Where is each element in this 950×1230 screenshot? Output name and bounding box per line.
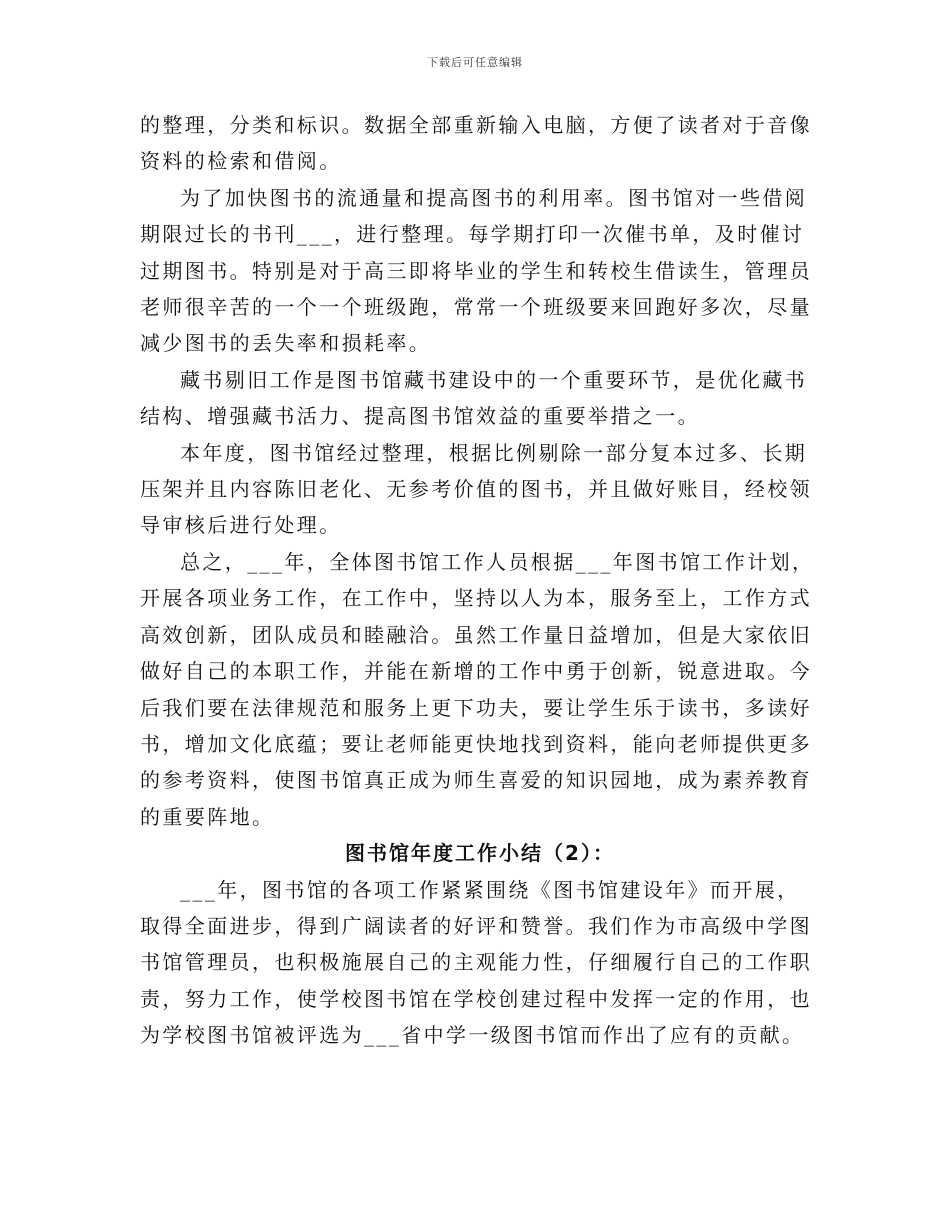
paragraph-continued: 的整理，分类和标识。数据全部重新输入电脑，方便了读者对于音像资料的检索和借阅。 — [140, 113, 812, 174]
document-body — [140, 107, 820, 1054]
paragraph-annual-processing: 本年度，图书馆经过整理，根据比例剔除一部分复本过多、长期压架并且内容陈旧老化、无参考价值的图书，并且做好账目，经校领导审核后进行处理。 — [140, 440, 812, 538]
paragraph-weeding: 藏书剔旧工作是图书馆藏书建设中的一个重要环节，是优化藏书结构、增强藏书活力、提高图书馆效益的重要举措之一。 — [140, 367, 808, 429]
section-heading: 图书馆年度工作小结（2）： — [345, 841, 615, 866]
paragraph-section2: ___年，图书馆的各项工作紧紧围绕《图书馆建设年》而开展，取得全面进步，得到广阔读者的好评和赞誉。我们作为市高级中学图书馆管理员，也积极施展自己的主观能力性，仔细履行自己的工作职责，努力工作，使学校图书馆在学校创建过程中发挥一定的作用，也为学校图书馆被评选为___省中学一级图书馆而作出了应有的贡献。 — [140, 877, 812, 1048]
paragraph-summary: 总之，___年，全体图书馆工作人员根据___年图书馆工作计划，开展各项业务工作，在工作中，坚持以人为本，服务至上，工作方式高效创新，团队成员和睦融洽。虽然工作量日益增加，但是大家依旧做好自己的本职工作，并能在新增的工作中勇于创新，锐意进取。今后我们要在法律规范和服务上更下功夫，要让学生乐于读书，多读好书，增加文化底蕴；要让老师能更快地找到资料，能向老师提供更多的参考资料，使图书馆真正成为师生喜爱的知识园地，成为素养教育的重要阵地。 — [140, 549, 815, 829]
page-header-note: 下载后可任意编辑 — [427, 56, 523, 69]
paragraph-circulation: 为了加快图书的流通量和提高图书的利用率。图书馆对一些借阅期限过长的书刊___，进行整理。每学期打印一次催书单，及时催讨过期图书。特别是对于高三即将毕业的学生和转校生借读生，管理员老师很辛苦的一个一个班级跑，常常一个班级要来回跑好多次，尽量减少图书的丢失率和损耗率。 — [140, 185, 812, 356]
